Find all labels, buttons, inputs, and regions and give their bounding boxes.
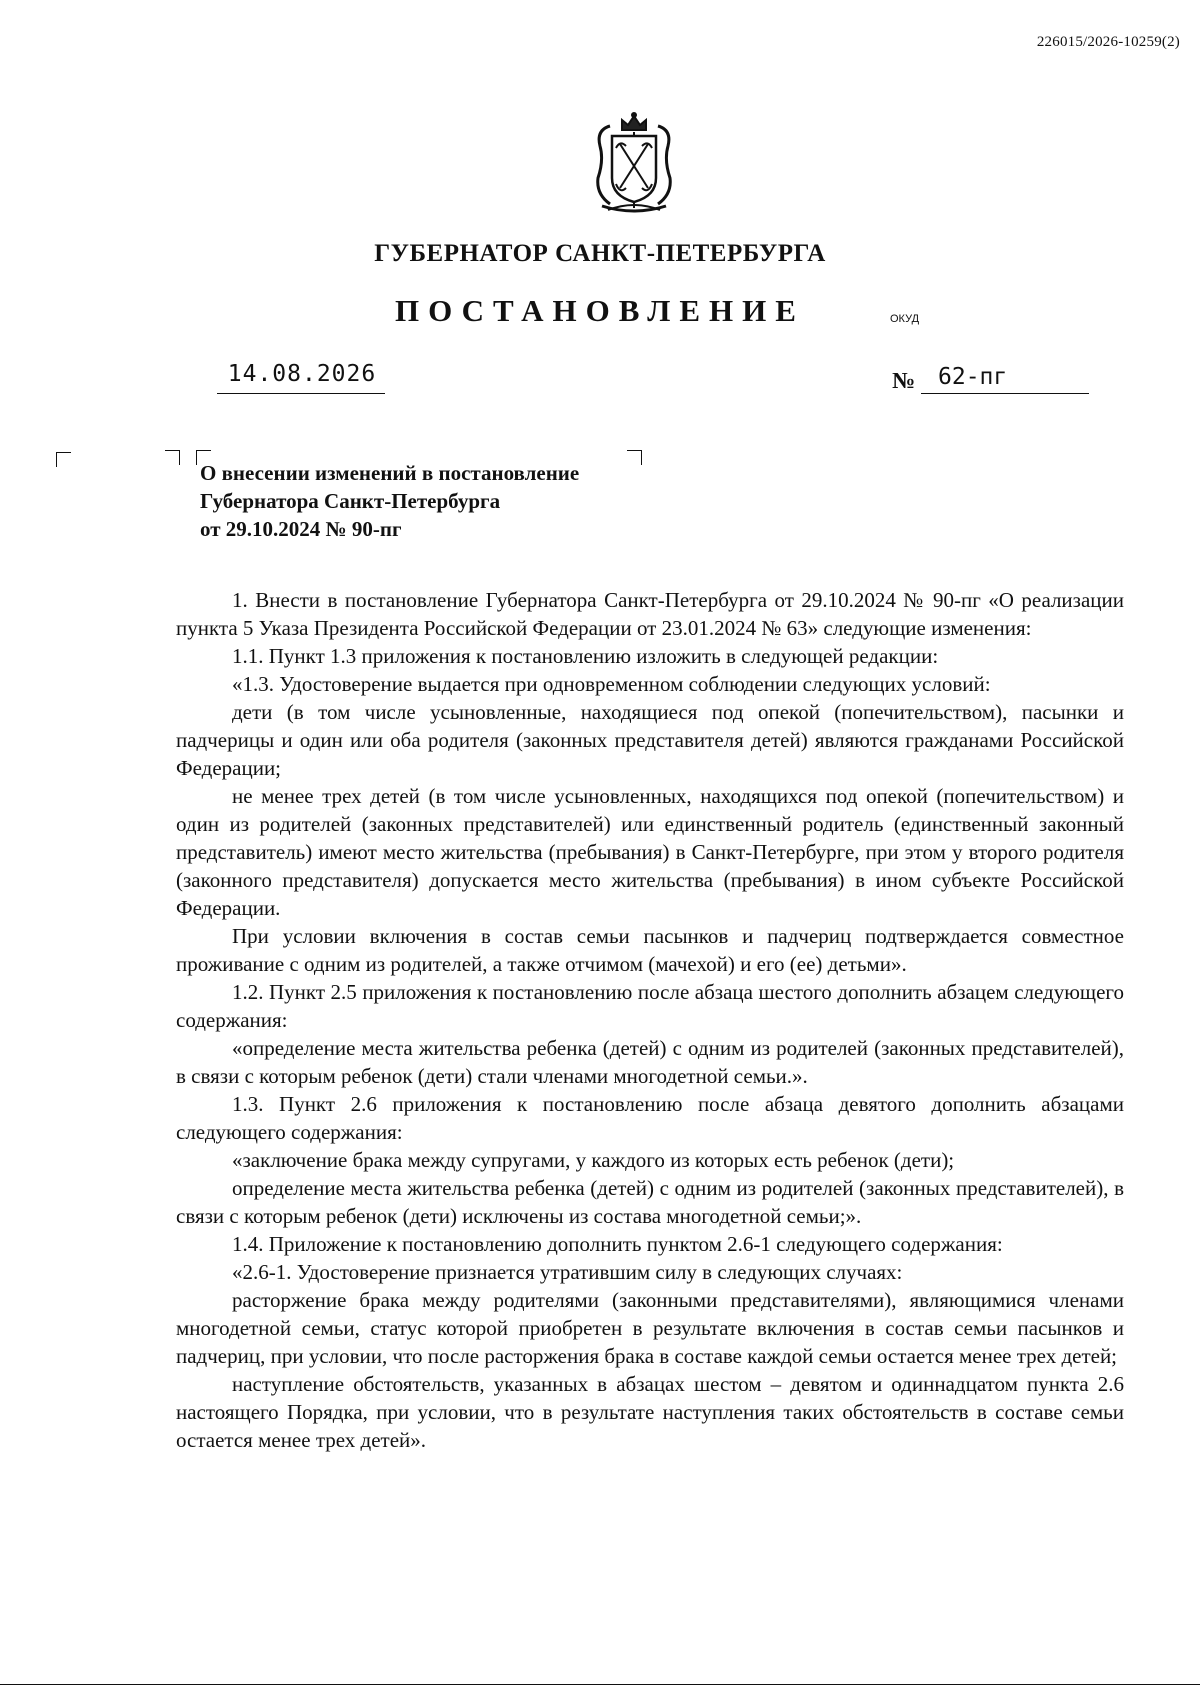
body-paragraph: 1.2. Пункт 2.5 приложения к постановлению после абзаца шестого дополнить абзацем следующего содержания: [176, 980, 1124, 1032]
document-body [176, 586, 1124, 1454]
body-paragraph: расторжение брака между родителями (законными представителями), являющимися членами многодетной семьи, статус которой приобретен в результате включения в состав семьи пасынков и падчериц, при условии, что после расторжения брака в составе каждой семьи остается менее трех детей; [176, 1288, 1124, 1368]
corner-mark [165, 450, 180, 465]
body-paragraph: «1.3. Удостоверение выдается при одновременном соблюдении следующих условий: [232, 672, 991, 696]
document-number: 62-пг [938, 364, 1008, 390]
subject-line: от 29.10.2024 № 90-пг [200, 517, 402, 541]
body-paragraph: При условии включения в состав семьи пасынков и падчериц подтверждается совместное проживание с одним из родителей, а также отчимом (мачехой) и его (ее) детьми». [176, 924, 1124, 976]
saint-petersburg-coat-of-arms-icon [588, 112, 680, 216]
subject-line: Губернатора Санкт-Петербурга [200, 489, 501, 513]
body-paragraph: не менее трех детей (в том числе усыновленных, находящихся под опекой (попечительством) и один из родителей (законных представителей) или единственный родитель (единственный законный представитель) имеют место жительства (пребывания) в Санкт-Петербурге, при этом у второго родителя (законного представителя) допускается место жительства (пребывания) в ином субъекте Российской Федерации. [176, 784, 1124, 920]
date-underline [217, 393, 385, 394]
corner-mark [56, 452, 71, 467]
document-subject [200, 459, 720, 543]
body-paragraph: «определение места жительства ребенка (детей) с одним из родителей (законных представителей), в связи с которым ребенок (дети) стали членами многодетной семьи.». [176, 1036, 1124, 1088]
number-sign: № [892, 368, 916, 393]
subject-line: О внесении изменений в постановление [200, 461, 580, 485]
registration-number: 226015/2026-10259(2) [1036, 34, 1180, 50]
body-paragraph: дети (в том числе усыновленные, находящиеся под опекой (попечительством), пасынки и падчерицы и один или оба родителя (законных представителя детей) являются гражданами Российской Федерации; [176, 700, 1124, 780]
body-paragraph: 1.4. Приложение к постановлению дополнить пунктом 2.6-1 следующего содержания: [232, 1232, 1003, 1256]
issuing-authority: ГУБЕРНАТОР САНКТ-ПЕТЕРБУРГА [374, 240, 826, 267]
page-bottom-edge [0, 1684, 1200, 1685]
document-type: ПОСТАНОВЛЕНИЕ [395, 293, 805, 328]
number-underline [921, 393, 1089, 394]
body-paragraph: определение места жительства ребенка (детей) с одним из родителей (законных представителей), в связи с которым ребенок (дети) исключены из состава многодетной семьи;». [176, 1176, 1124, 1228]
okud-label: ОКУД [890, 313, 920, 325]
body-paragraph: 1. Внести в постановление Губернатора Санкт-Петербурга от 29.10.2024 № 90-пг «О реализации пункта 5 Указа Президента Российской Федерации от 23.01.2024 № 63» следующие изменения: [176, 588, 1124, 640]
document-date: 14.08.2026 [227, 361, 377, 387]
body-paragraph: 1.1. Пункт 1.3 приложения к постановлению изложить в следующей редакции: [232, 644, 939, 668]
body-paragraph: «заключение брака между супругами, у каждого из которых есть ребенок (дети); [232, 1148, 955, 1172]
body-paragraph: наступление обстоятельств, указанных в абзацах шестом – девятом и одиннадцатом пункта 2.6 настоящего Порядка, при условии, что в результате наступления таких обстоятельств в составе семьи остается менее трех детей». [176, 1372, 1124, 1452]
body-paragraph: 1.3. Пункт 2.6 приложения к постановлению после абзаца девятого дополнить абзацами следующего содержания: [176, 1092, 1124, 1144]
body-paragraph: «2.6-1. Удостоверение признается утратившим силу в следующих случаях: [232, 1260, 903, 1284]
